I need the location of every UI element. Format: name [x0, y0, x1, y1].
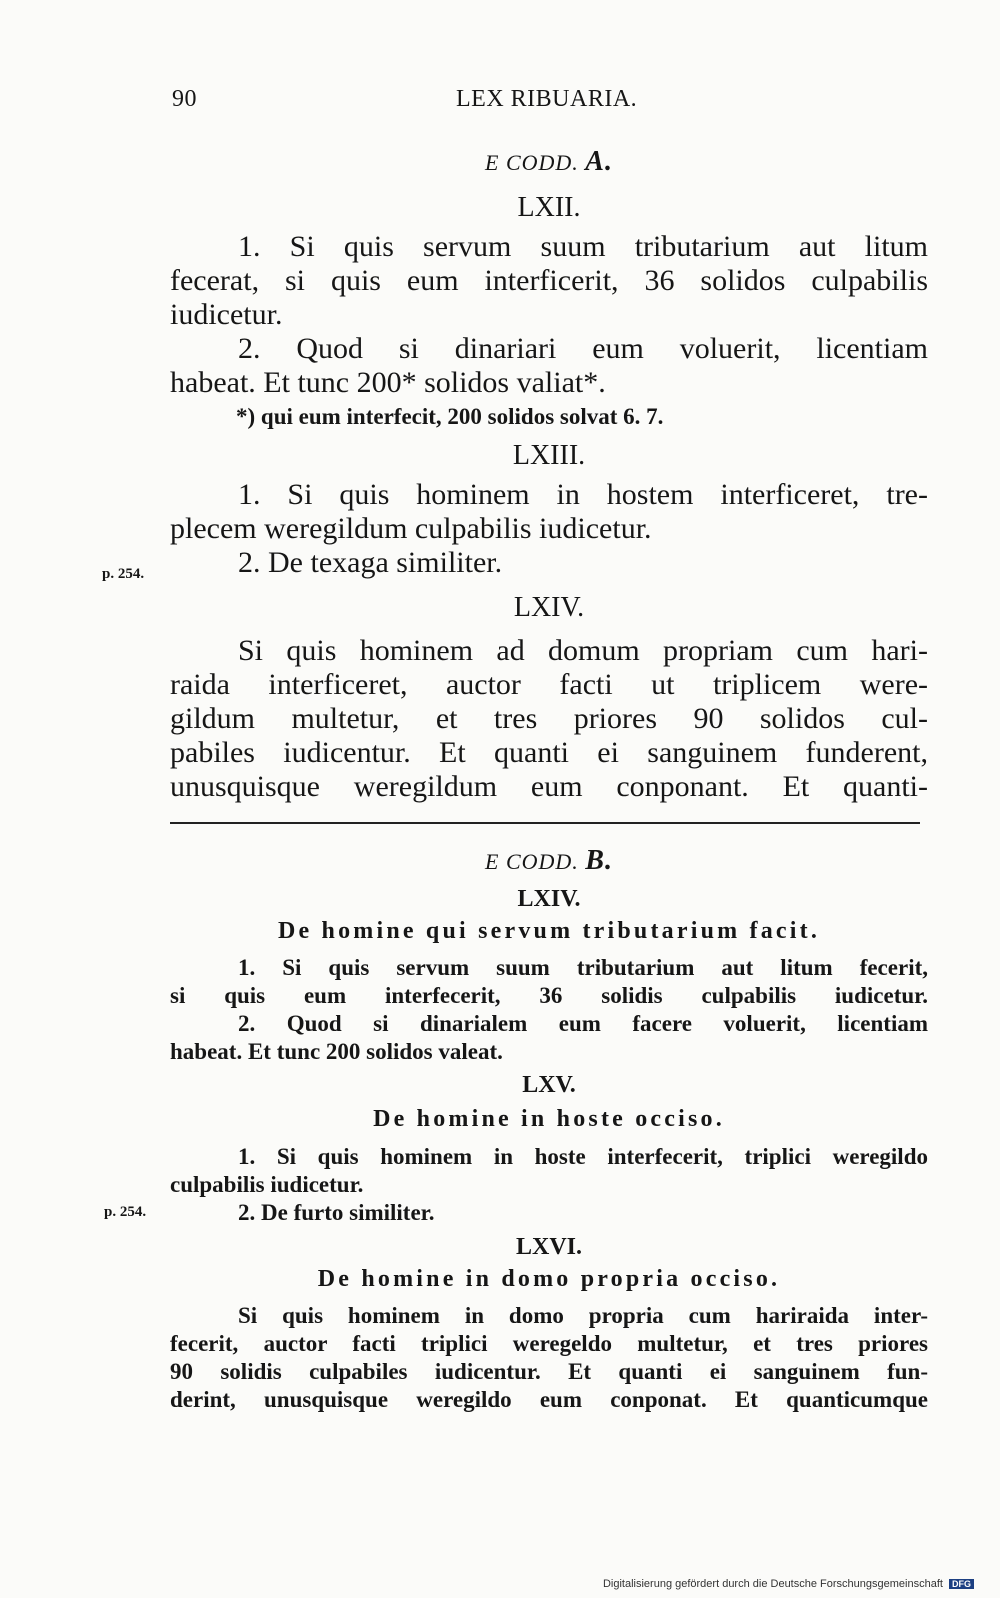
chapter-63-numeral: LXIII.	[512, 440, 586, 471]
text-line: culpabilis iudicetur.	[170, 1172, 364, 1197]
text-line: raida interficeret, auctor facti ut triplicem were-	[170, 668, 928, 701]
text-line: si quis eum interfecerit, 36 solidis culpabilis iudicetur.	[170, 983, 928, 1008]
chapter-64b-numeral: LXIV.	[517, 886, 581, 912]
text-line: iudicetur.	[170, 298, 283, 331]
text-line: 2. Quod si dinariari eum voluerit, licentiam	[238, 332, 928, 365]
text-line: Si quis hominem in domo propria cum hariraida inter-	[238, 1303, 928, 1328]
text-line: 1. Si quis hominem in hostem interficeret, tre-	[238, 478, 928, 511]
running-title: LEX RIBUARIA.	[456, 86, 638, 112]
text-line: pabiles iudicentur. Et quanti ei sanguinem funderent,	[170, 736, 928, 769]
footnote: *) qui eum interfecit, 200 solidos solvat 6. 7.	[236, 404, 664, 429]
section-divider	[170, 822, 920, 824]
chapter-66-text	[170, 1302, 928, 1414]
chapter-62-numeral: LXII.	[517, 192, 581, 223]
chapter-66-numeral: LXVI.	[515, 1234, 582, 1260]
text-line: 90 solidis culpabiles iudicentur. Et quanti ei sanguinem fun-	[170, 1359, 928, 1384]
text-line: 1. Si quis servum suum tributarium aut litum fecerit,	[238, 955, 928, 980]
credit-text: Digitalisierung gefördert durch die Deutsche Forschungsgemeinschaft	[602, 1578, 943, 1590]
chapter-65-numeral: LXV.	[522, 1072, 576, 1098]
codex-a-heading-text: E CODD.	[485, 150, 579, 175]
chapter-64b-rubric: De homine qui servum tributarium facit.	[277, 918, 821, 944]
codex-a-letter: A.	[585, 146, 613, 177]
codex-a-heading	[170, 146, 928, 178]
codex-b-heading	[170, 845, 928, 877]
chapter-63-text	[170, 478, 928, 580]
chapter-64a-numeral: LXIV.	[513, 592, 585, 623]
text-line: 2. De furto similiter.	[238, 1200, 435, 1225]
digitization-credit	[603, 1578, 974, 1590]
text-line: 1. Si quis servum suum tributarium aut litum	[238, 230, 928, 263]
dfg-logo: DFG	[949, 1579, 974, 1589]
text-line: habeat. Et tunc 200* solidos valiat*.	[170, 366, 606, 399]
chapter-62-text	[170, 230, 928, 400]
chapter-64a-text	[170, 634, 928, 804]
text-line: fecerit, auctor facti triplici weregeldo multetur, et tres priores	[170, 1331, 928, 1356]
chapter-66-rubric: De homine in domo propria occiso.	[317, 1266, 781, 1292]
text-line: fecerat, si quis eum interficerit, 36 solidos culpabilis	[170, 264, 928, 297]
text-line: habeat. Et tunc 200 solidos valeat.	[170, 1039, 503, 1064]
text-line: derint, unusquisque weregildo eum conponat. Et quanticumque	[170, 1387, 928, 1412]
codex-b-letter: B.	[585, 845, 613, 876]
chapter-65-text	[170, 1143, 928, 1227]
page-number: 90	[172, 86, 197, 112]
margin-page-reference: p. 254.	[104, 1204, 147, 1220]
text-line: Si quis hominem ad domum propriam cum hari-	[238, 634, 928, 667]
text-line: gildum multetur, et tres priores 90 solidos cul-	[170, 702, 928, 735]
text-line: plecem weregildum culpabilis iudicetur.	[170, 512, 652, 545]
margin-page-reference: p. 254.	[102, 566, 145, 582]
chapter-64b-text	[170, 954, 928, 1066]
text-line: 1. Si quis hominem in hoste interfecerit, triplici weregildo	[238, 1144, 928, 1169]
chapter-65-rubric: De homine in hoste occiso.	[373, 1106, 725, 1132]
codex-b-heading-text: E CODD.	[485, 849, 579, 874]
text-line: unusquisque weregildum eum conponant. Et quanti-	[170, 770, 928, 803]
text-line: 2. De texaga similiter.	[238, 546, 503, 579]
text-line: 2. Quod si dinarialem eum facere voluerit, licentiam	[238, 1011, 928, 1036]
